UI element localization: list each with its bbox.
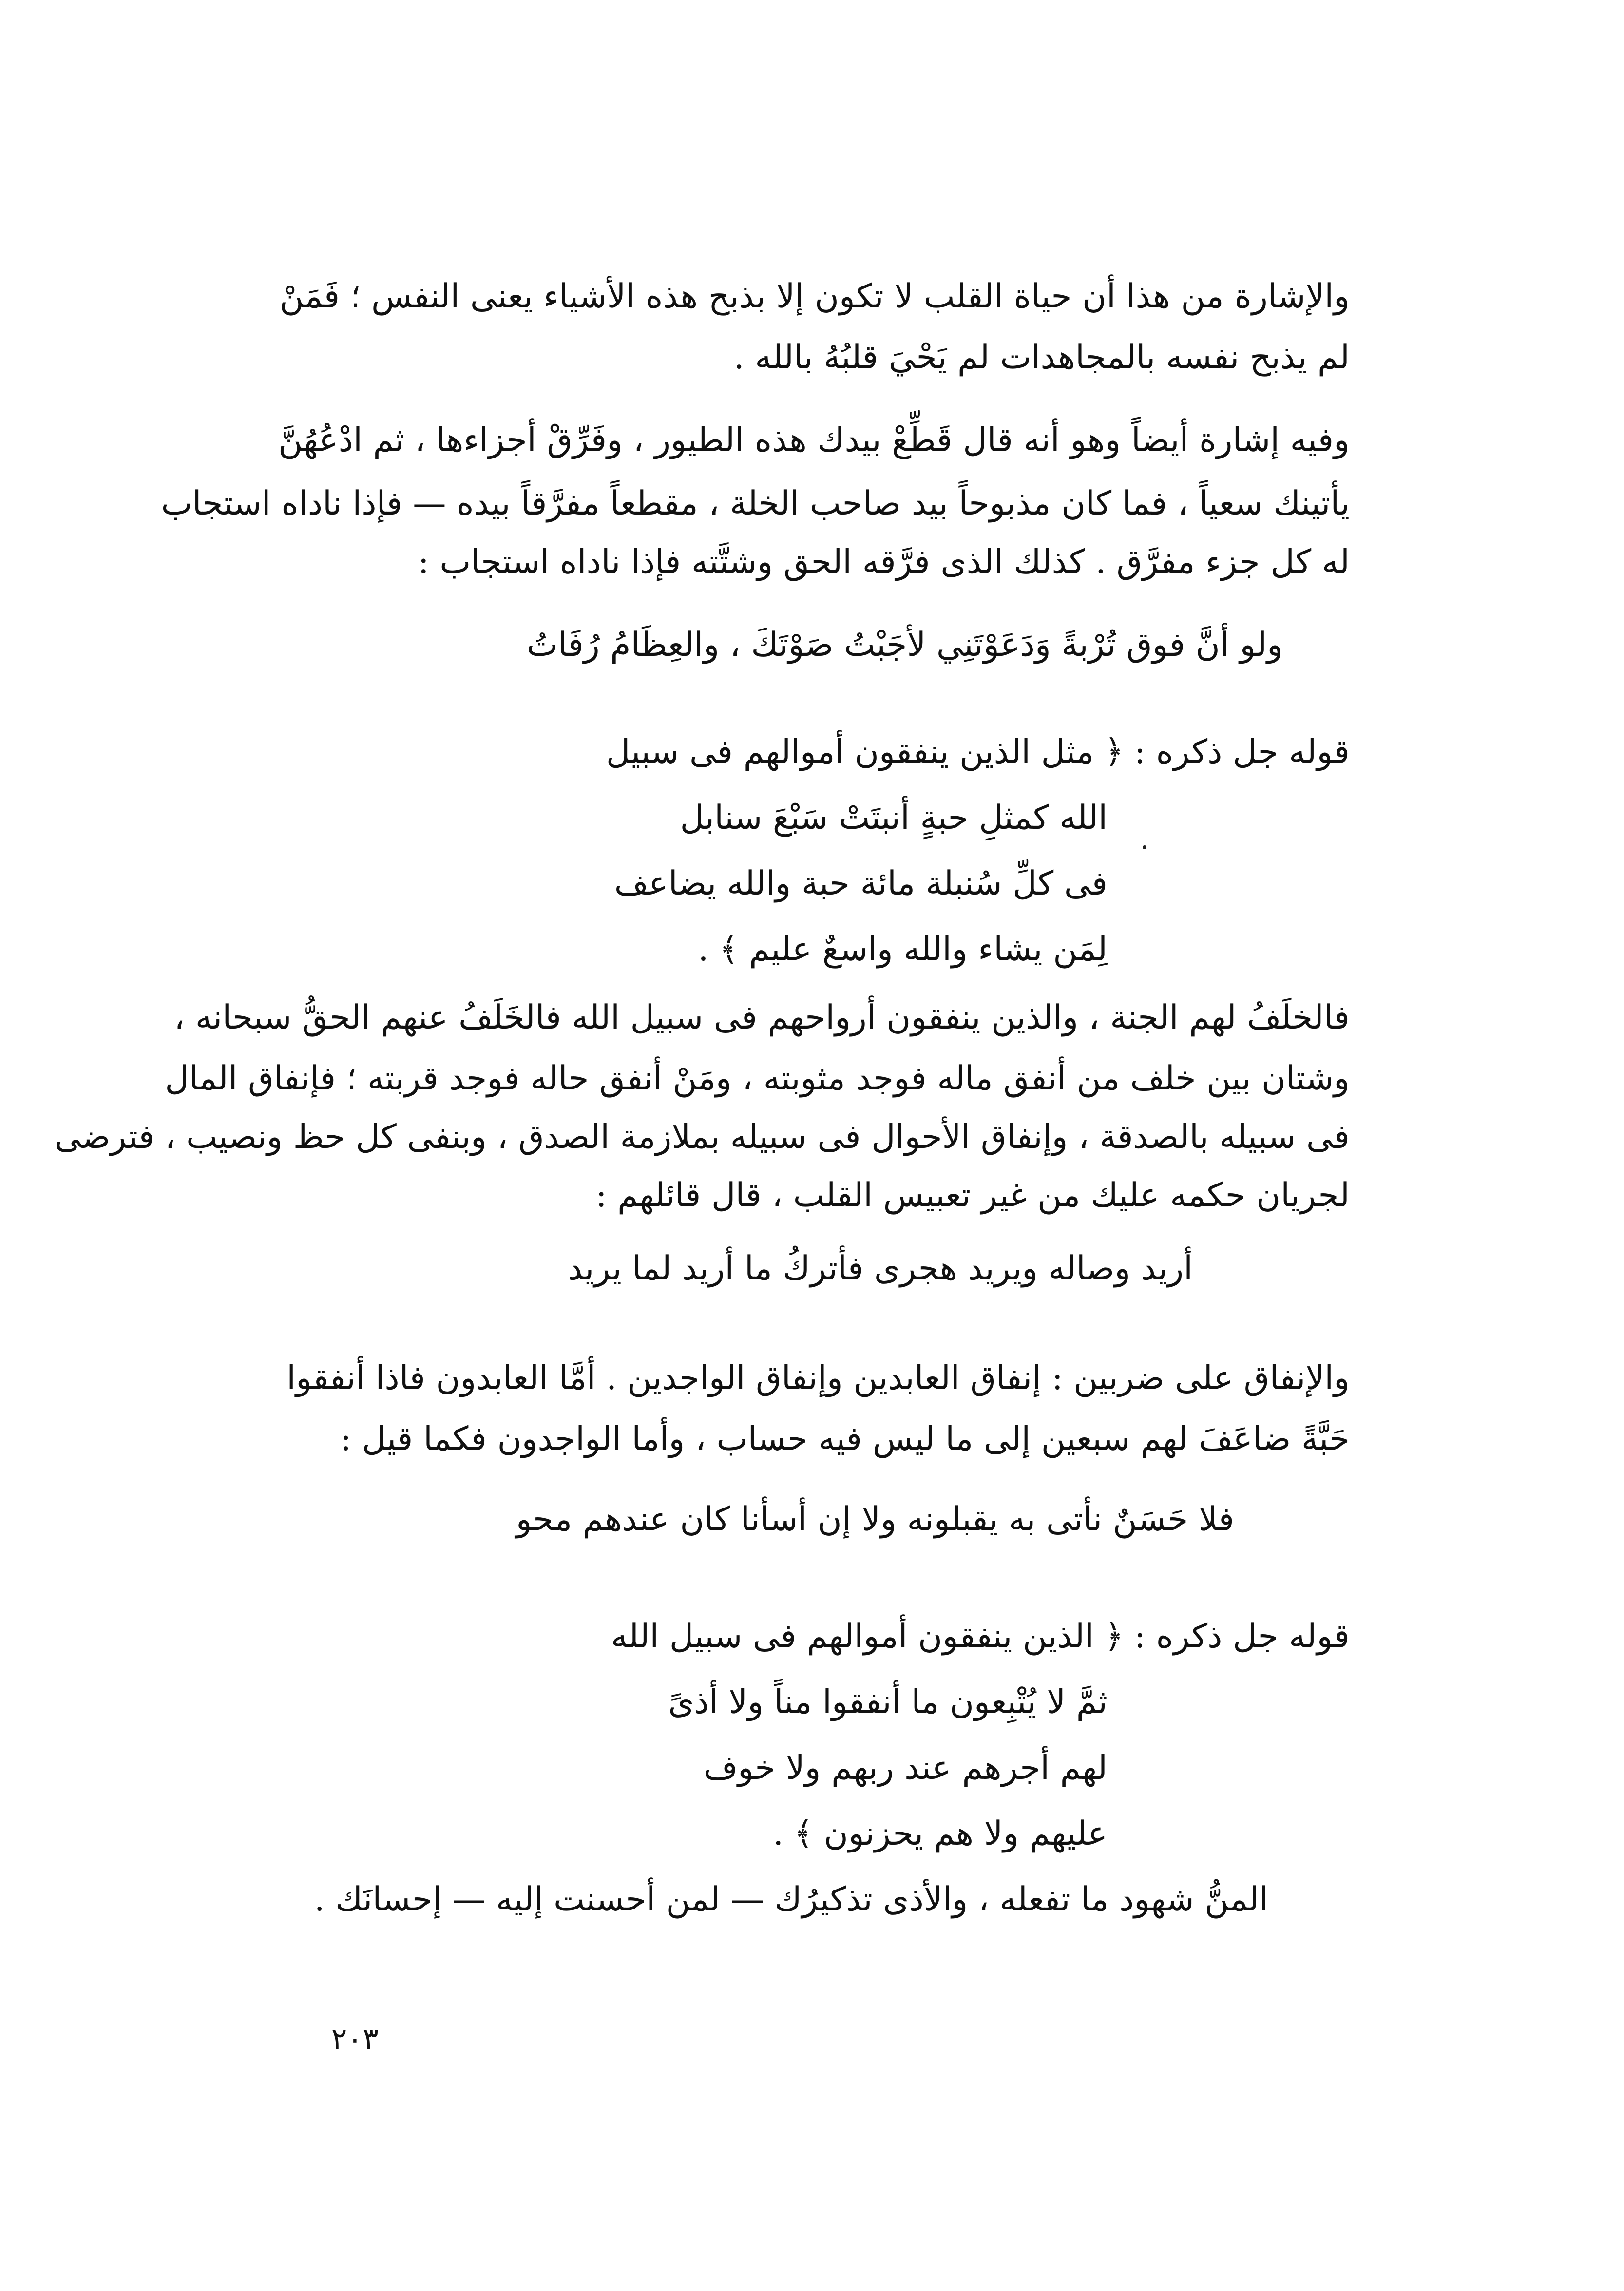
quran-line: لِمَن يشاء والله واسعٌ عليم ﴾ . xyxy=(698,930,1108,969)
quran-line: الله كمثلِ حبةٍ أنبتَتْ سَبْعَ سنابل xyxy=(680,799,1108,837)
verse-line: ولو أنَّ فوق تُرْبةً وَدَعَوْتَنِي لأجَبْتُ صَوْتَكَ ، والعِظَامُ رُفَاتُ xyxy=(526,626,1283,664)
text-line: لم يذبح نفسه بالمجاهدات لم يَحْيَ قلبُهُ بالله . xyxy=(734,338,1350,377)
quran-heading: قوله جل ذكره : ﴿ مثل الذين ينفقون أموالهم فى سبيل xyxy=(606,733,1350,771)
text-line: له كل جزء مفرَّق . كذلك الذى فرَّقه الحق وشتَّته فإذا ناداه استجاب : xyxy=(418,543,1350,581)
page-number: ٢٠٣ xyxy=(331,2022,379,2056)
verse-line: فلا حَسَنٌ نأتى به يقبلونه ولا إن أسأنا كان عندهم محو xyxy=(516,1500,1234,1539)
quran-line: ثمَّ لا يُتْبِعون ما أنفقوا مناً ولا أذىً xyxy=(668,1683,1108,1721)
text-line: فالخلَفُ لهم الجنة ، والذين ينفقون أرواحهم فى سبيل الله فالخَلَفُ عنهم الحقُّ سبحانه ، xyxy=(174,998,1350,1037)
text-line: لجريان حكمه عليك من غير تعبيس القلب ، قال قائلهم : xyxy=(595,1176,1350,1215)
text-line: والإشارة من هذا أن حياة القلب لا تكون إلا بذبح هذه الأشياء يعنى النفس ؛ فَمَنْ xyxy=(279,277,1350,316)
text-line: المنُّ شهود ما تفعله ، والأذى تذكيرُك — لمن أحسنت إليه — إحسانَك . xyxy=(314,1880,1268,1919)
verse-line: أريد وصاله ويريد هجرى فأتركُ ما أريد لما يريد xyxy=(567,1249,1193,1288)
text-line: يأتينك سعياً ، فما كان مذبوحاً بيد صاحب الخلة ، مقطعاً مفرَّقاً بيده — فإذا ناداه استجاب xyxy=(161,484,1350,523)
text-line: وشتان بين خلف من أنفق ماله فوجد مثوبته ، ومَنْ أنفق حاله فوجد قربته ؛ فإنفاق المال xyxy=(165,1059,1350,1098)
quran-line: لهم أجرهم عند ربهم ولا خوف xyxy=(703,1749,1108,1787)
text-line: فى سبيله بالصدقة ، وإنفاق الأحوال فى سبيله بملازمة الصدق ، وبنفى كل حظ ونصيب ، فترضى xyxy=(54,1118,1350,1156)
text-line: والإنفاق على ضربين : إنفاق العابدين وإنفاق الواجدين . أمَّا العابدون فاذا أنفقوا xyxy=(287,1359,1350,1397)
quran-line: فى كلِّ سُنبلة مائة حبة والله يضاعف xyxy=(614,864,1108,903)
text-line: حَبَّةً ضاعَفَ لهم سبعين إلى ما ليس فيه حساب ، وأما الواجدون فكما قيل : xyxy=(340,1420,1350,1458)
quran-heading: قوله جل ذكره : ﴿ الذين ينفقون أموالهم فى سبيل الله xyxy=(611,1617,1350,1656)
text-line: وفيه إشارة أيضاً وهو أنه قال قَطِّعْ بيدك هذه الطيور ، وفَرِّقْ أجزاءها ، ثم ادْعُهُنَّ xyxy=(278,421,1350,459)
quran-line: عليهم ولا هم يحزنون ﴾ . xyxy=(773,1814,1108,1853)
stray-dot xyxy=(1143,845,1146,849)
